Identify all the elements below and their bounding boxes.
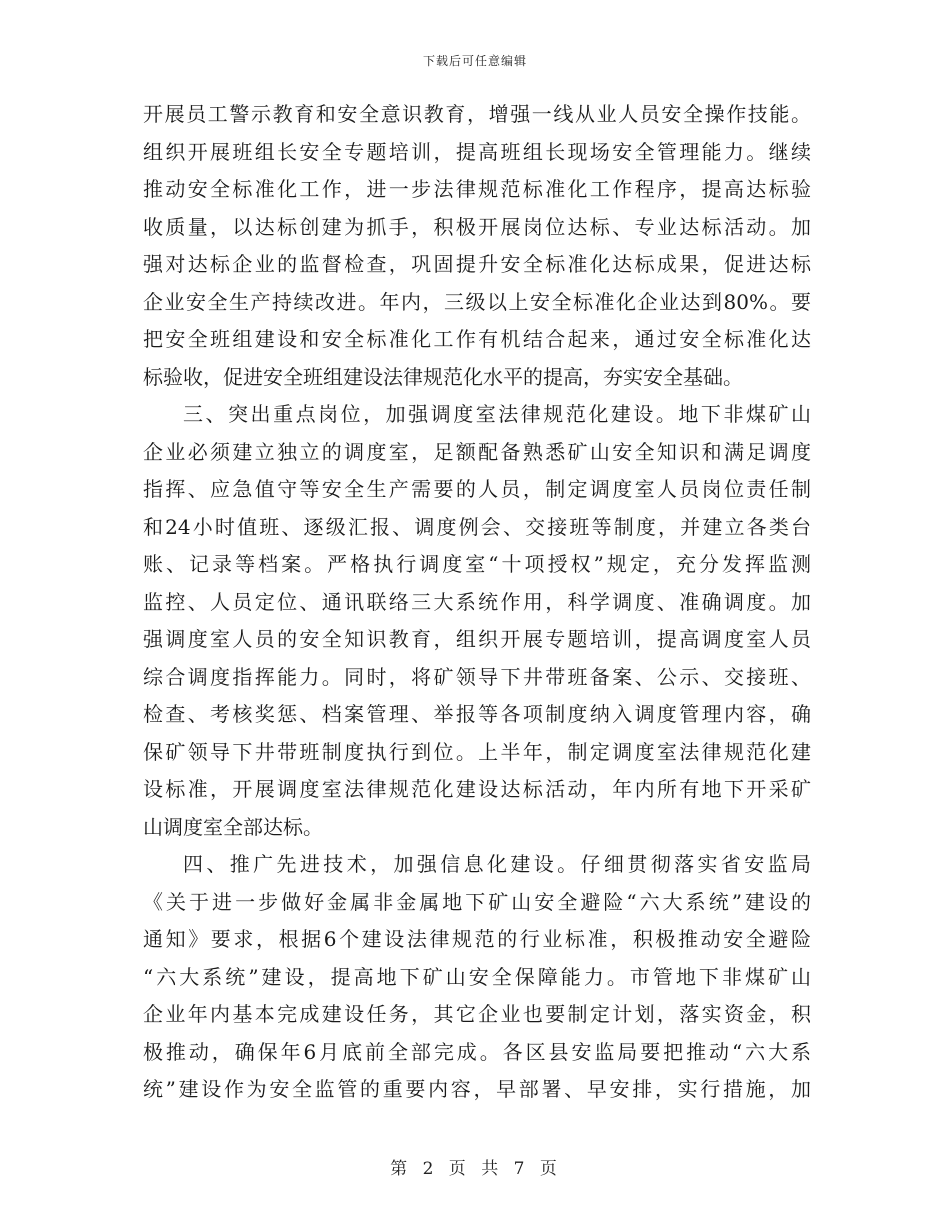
text-line: 设标准，开展调度室法律规范化建设达标活动，年内所有地下开采矿 — [143, 777, 811, 801]
text-line: 山调度室全部达标。 — [143, 814, 323, 839]
text-line: 把安全班组建设和安全标准化工作有机结合起来，通过安全标准化达 — [143, 327, 811, 351]
text-line: 收质量，以达标创建为抓手，积极开展岗位达标、专业达标活动。加 — [143, 214, 811, 239]
text-line: 账、记录等档案。严格执行调度室“十项授权”规定，充分发挥监测 — [143, 552, 811, 576]
text-line: 统”建设作为安全监管的重要内容，早部署、早安排，实行措施，加 — [143, 1077, 811, 1101]
text-line: 《关于进一步做好金属非金属地下矿山安全避险“六大系统”建设的 — [143, 889, 811, 914]
section-heading-line: 三、突出重点岗位，加强调度室法律规范化建设。地下非煤矿山 — [183, 402, 811, 426]
text-line: 推动安全标准化工作，进一步法律规范标准化工作程序，提高达标验 — [143, 177, 811, 201]
document-body — [143, 96, 811, 1109]
text-line: 通知》要求，根据6个建设法律规范的行业标准，积极推动安全避险 — [143, 927, 811, 951]
text-line: 组织开展班组长安全专题培训，提高班组长现场安全管理能力。继续 — [143, 139, 811, 164]
text-line: 企业必须建立独立的调度室，足额配备熟悉矿山安全知识和满足调度 — [143, 439, 811, 464]
page-number: 第 2 页 共 7 页 — [390, 1159, 560, 1179]
text-line: 标验收，促进安全班组建设法律规范化水平的提高，夯实安全基础。 — [143, 364, 743, 389]
text-line: 开展员工警示教育和安全意识教育，增强一线从业人员安全操作技能。 — [143, 102, 811, 126]
text-line: 监控、人员定位、通讯联络三大系统作用，科学调度、准确调度。加 — [143, 589, 811, 614]
section-heading-line: 四、推广先进技术，加强信息化建设。仔细贯彻落实省安监局 — [183, 852, 811, 876]
text-line: 保矿领导下井带班制度执行到位。上半年，制定调度室法律规范化建 — [143, 739, 811, 764]
text-line: 强调度室人员的安全知识教育，组织开展专题培训，提高调度室人员 — [143, 627, 811, 651]
text-line: 企业安全生产持续改进。年内，三级以上安全标准化企业达到80%。要 — [143, 289, 811, 314]
text-line: 强对达标企业的监督检查，巩固提升安全标准化达标成果，促进达标 — [143, 252, 811, 276]
text-line: 极推动，确保年6月底前全部完成。各区县安监局要把推动“六大系 — [143, 1039, 811, 1064]
text-line: “六大系统”建设，提高地下矿山安全保障能力。市管地下非煤矿山 — [143, 964, 811, 989]
page-header: 下载后可任意编辑 — [422, 54, 527, 68]
text-line: 综合调度指挥能力。同时，将矿领导下井带班备案、公示、交接班、 — [143, 664, 811, 689]
text-line: 和24小时值班、逐级汇报、调度例会、交接班等制度，并建立各类台 — [143, 514, 811, 539]
text-line: 企业年内基本完成建设任务，其它企业也要制定计划，落实资金，积 — [143, 1002, 811, 1026]
text-line: 指挥、应急值守等安全生产需要的人员，制定调度室人员岗位责任制 — [143, 477, 811, 501]
text-line: 检查、考核奖惩、档案管理、举报等各项制度纳入调度管理内容，确 — [143, 702, 811, 726]
